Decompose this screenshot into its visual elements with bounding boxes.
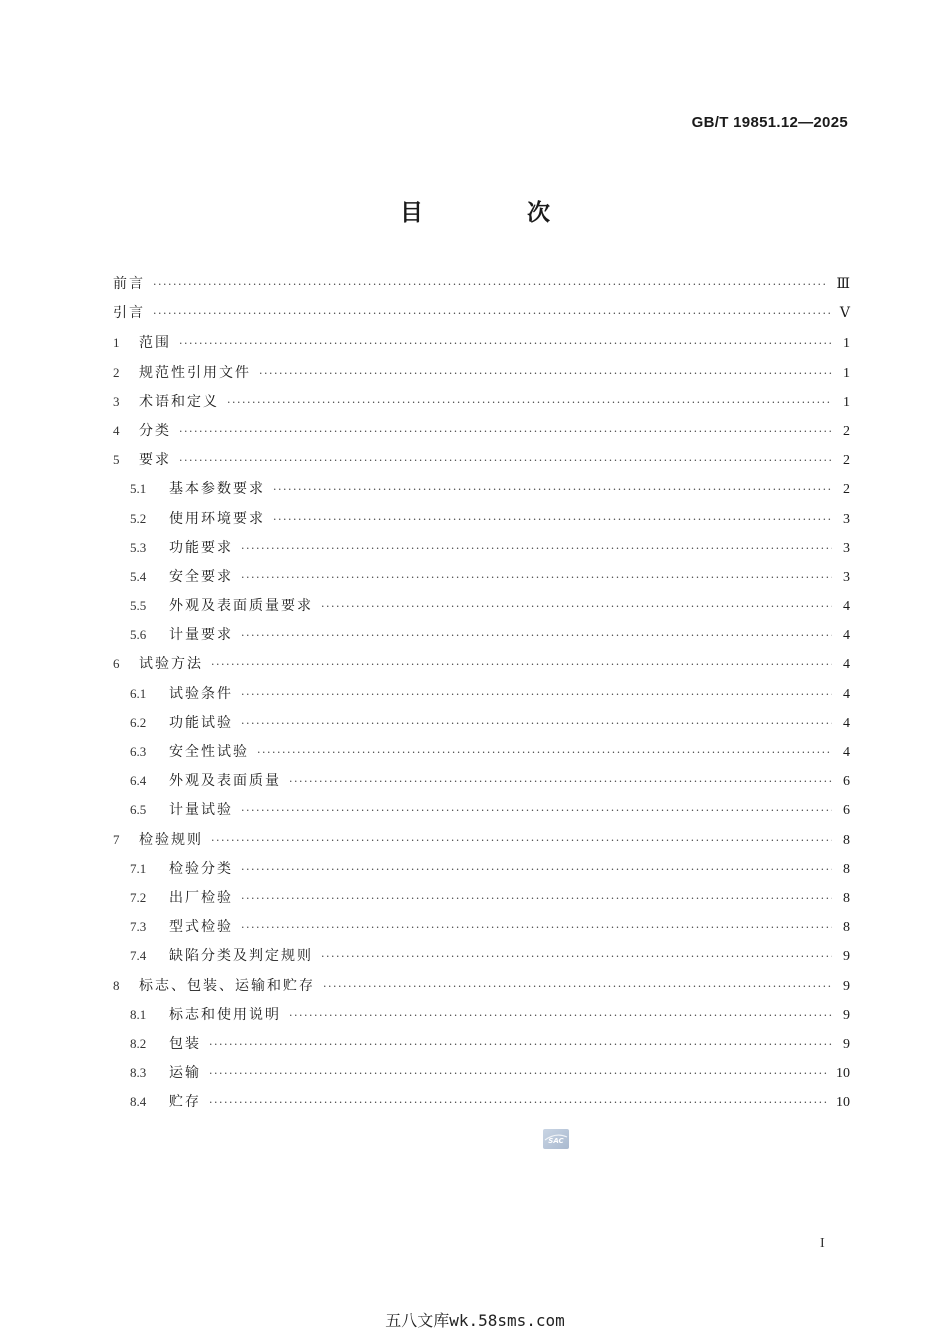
toc-entry-number: 5.1 <box>130 481 147 497</box>
toc-dot-leader <box>209 1059 828 1088</box>
toc-entry-page: 9 <box>843 949 850 965</box>
toc-entry-page: 1 <box>843 336 850 352</box>
toc-entry-title: 功能要求 <box>169 539 233 556</box>
toc-entry-number: 7.1 <box>130 860 147 876</box>
toc-entry[interactable] <box>113 445 850 474</box>
toc-entry[interactable] <box>113 620 850 649</box>
toc-entry-page: 6 <box>843 803 850 819</box>
toc-entry-page: Ⅴ <box>839 306 850 322</box>
toc-entry-title: 检验规则 <box>139 831 203 848</box>
toc-entry[interactable] <box>113 474 850 503</box>
toc-entry-title: 标志、包装、运输和贮存 <box>139 977 315 994</box>
toc-entry-page: 4 <box>843 715 850 731</box>
toc-entry[interactable] <box>113 1029 850 1058</box>
toc-entry-number: 1 <box>113 335 120 351</box>
toc-dot-leader <box>241 563 832 592</box>
toc-dot-leader <box>211 650 832 679</box>
toc-dot-leader <box>259 359 832 388</box>
toc-dot-leader <box>321 592 832 621</box>
toc-entry[interactable] <box>113 795 850 824</box>
toc-entry[interactable] <box>113 766 850 795</box>
toc-dot-leader <box>209 1030 832 1059</box>
toc-entry-title: 要求 <box>139 452 171 469</box>
toc-dot-leader <box>289 1001 832 1030</box>
toc-entry-title: 分类 <box>139 422 171 439</box>
toc-entry-page: 8 <box>843 890 850 906</box>
toc-entry[interactable] <box>113 941 850 970</box>
toc-dot-leader <box>227 388 832 417</box>
toc-entry[interactable] <box>113 533 850 562</box>
toc-dot-leader <box>241 796 832 825</box>
toc-entry[interactable] <box>113 883 850 912</box>
toc-entry-page: 2 <box>843 453 850 469</box>
toc-dot-leader <box>241 680 832 709</box>
toc-dot-leader <box>273 505 832 534</box>
toc-entry[interactable] <box>113 504 850 533</box>
toc-entry[interactable] <box>113 912 850 941</box>
toc-entry[interactable] <box>113 358 850 387</box>
toc-entry-number: 8.3 <box>130 1065 147 1081</box>
toc-entry-title: 使用环境要求 <box>169 510 265 527</box>
toc-entry-page: 4 <box>843 657 850 673</box>
toc-entry-page: 4 <box>843 599 850 615</box>
toc-entry-title: 安全要求 <box>169 568 233 585</box>
toc-entry-page: 9 <box>843 1036 850 1052</box>
toc-dot-leader <box>153 270 828 299</box>
toc-entry-page: 3 <box>843 569 850 585</box>
toc-entry-number: 7.4 <box>130 948 147 964</box>
toc-entry-number: 5.4 <box>130 568 147 584</box>
toc-entry-title: 检验分类 <box>169 860 233 877</box>
toc-entry-number: 8.4 <box>130 1094 147 1110</box>
toc-dot-leader <box>241 913 832 942</box>
toc-entry-number: 8.2 <box>130 1035 147 1051</box>
toc-entry-title: 术语和定义 <box>139 393 219 410</box>
toc-entry-title: 型式检验 <box>169 919 233 936</box>
toc-entry-number: 7.2 <box>130 889 147 905</box>
page-title: 目 次 <box>399 200 598 226</box>
svg-text:SAC: SAC <box>548 1137 564 1145</box>
toc-entry-page: 1 <box>843 365 850 381</box>
toc-entry-number: 6 <box>113 656 120 672</box>
toc-entry-number: 3 <box>113 393 120 409</box>
toc-dot-leader <box>241 709 832 738</box>
toc-dot-leader <box>179 329 832 358</box>
toc-entry-title: 规范性引用文件 <box>139 364 251 381</box>
toc-entry-title: 运输 <box>169 1065 201 1082</box>
toc-entry-title: 包装 <box>169 1035 201 1052</box>
toc-entry-number: 6.2 <box>130 714 147 730</box>
toc-dot-leader <box>241 884 832 913</box>
toc-entry-title: 外观及表面质量要求 <box>169 598 313 615</box>
toc-dot-leader <box>179 417 832 446</box>
toc-entry-page: 4 <box>843 628 850 644</box>
toc-entry-title: 贮存 <box>169 1094 201 1111</box>
toc-entry-title: 基本参数要求 <box>169 481 265 498</box>
toc-dot-leader <box>289 767 832 796</box>
table-of-contents <box>113 270 850 1116</box>
toc-entry-title: 功能试验 <box>169 714 233 731</box>
toc-entry-number: 2 <box>113 364 120 380</box>
toc-entry-number: 6.3 <box>130 744 147 759</box>
toc-entry-page: 10 <box>836 1066 850 1082</box>
toc-entry[interactable] <box>113 649 850 678</box>
toc-entry-number: 5.2 <box>130 510 147 526</box>
toc-dot-leader <box>257 738 832 767</box>
toc-dot-leader <box>179 446 832 475</box>
toc-entry-number: 5 <box>113 452 120 468</box>
sac-logo-icon <box>542 1128 570 1150</box>
toc-entry-page: 8 <box>843 920 850 936</box>
toc-entry-page: 9 <box>843 1007 850 1023</box>
toc-entry-page: Ⅲ <box>836 277 850 292</box>
page-number: I <box>820 1236 825 1251</box>
toc-entry[interactable] <box>113 1087 850 1116</box>
toc-entry-number: 5.6 <box>130 627 147 643</box>
toc-dot-leader <box>153 299 832 328</box>
toc-entry-number: 6.4 <box>130 773 147 789</box>
toc-entry-number: 7.3 <box>130 919 147 935</box>
toc-entry-title: 前言 <box>113 276 145 292</box>
toc-dot-leader <box>211 826 832 855</box>
toc-entry-page: 10 <box>836 1095 850 1111</box>
toc-entry[interactable] <box>113 416 850 445</box>
toc-entry[interactable] <box>113 328 850 357</box>
toc-entry[interactable] <box>113 299 850 328</box>
standard-number: GB/T 19851.12—2025 <box>691 114 848 131</box>
toc-entry[interactable] <box>113 1000 850 1029</box>
toc-entry-title: 引言 <box>113 305 145 322</box>
toc-entry-title: 出厂检验 <box>169 889 233 906</box>
toc-entry[interactable] <box>113 708 850 737</box>
toc-entry-page: 8 <box>843 832 850 848</box>
toc-entry-title: 试验方法 <box>139 656 203 673</box>
toc-entry-page: 4 <box>843 686 850 702</box>
toc-entry-number: 5.5 <box>130 598 147 614</box>
toc-entry-number: 4 <box>113 422 120 438</box>
toc-entry-page: 4 <box>843 745 850 760</box>
toc-entry-title: 计量试验 <box>169 802 233 819</box>
toc-entry-page: 2 <box>843 423 850 439</box>
toc-entry-title: 范围 <box>139 335 171 352</box>
toc-entry-page: 9 <box>843 978 850 994</box>
toc-entry-number: 8.1 <box>130 1006 147 1022</box>
toc-entry-number: 5.3 <box>130 539 147 555</box>
toc-entry[interactable] <box>113 591 850 620</box>
site-watermark: 五八文库wk.58sms.com <box>385 1311 565 1330</box>
toc-entry-number: 8 <box>113 977 120 993</box>
toc-entry[interactable] <box>113 679 850 708</box>
toc-dot-leader <box>323 972 832 1001</box>
toc-entry-number: 6.5 <box>130 802 147 818</box>
toc-entry[interactable] <box>113 1058 850 1087</box>
toc-entry[interactable] <box>113 737 850 766</box>
toc-entry-title: 计量要求 <box>169 627 233 644</box>
toc-entry-title: 缺陷分类及判定规则 <box>169 948 313 965</box>
toc-dot-leader <box>209 1088 828 1117</box>
toc-entry-page: 3 <box>843 511 850 527</box>
toc-entry-title: 外观及表面质量 <box>169 773 281 790</box>
toc-entry-title: 试验条件 <box>169 685 233 702</box>
toc-entry-title: 安全性试验 <box>169 744 249 760</box>
toc-entry-page: 1 <box>843 394 850 410</box>
toc-entry-page: 8 <box>843 861 850 877</box>
toc-entry[interactable] <box>113 971 850 1000</box>
toc-dot-leader <box>273 475 832 504</box>
toc-entry-page: 2 <box>843 482 850 498</box>
toc-dot-leader <box>241 621 832 650</box>
toc-entry[interactable] <box>113 854 850 883</box>
toc-entry[interactable] <box>113 387 850 416</box>
toc-entry-page: 3 <box>843 540 850 556</box>
toc-entry-title: 标志和使用说明 <box>169 1006 281 1023</box>
toc-dot-leader <box>321 942 832 971</box>
toc-entry[interactable] <box>113 270 850 299</box>
toc-entry-number: 6.1 <box>130 685 147 701</box>
toc-entry-page: 6 <box>843 774 850 790</box>
toc-entry[interactable] <box>113 825 850 854</box>
toc-dot-leader <box>241 534 832 563</box>
toc-entry[interactable] <box>113 562 850 591</box>
toc-entry-number: 7 <box>113 831 120 847</box>
toc-dot-leader <box>241 855 832 884</box>
